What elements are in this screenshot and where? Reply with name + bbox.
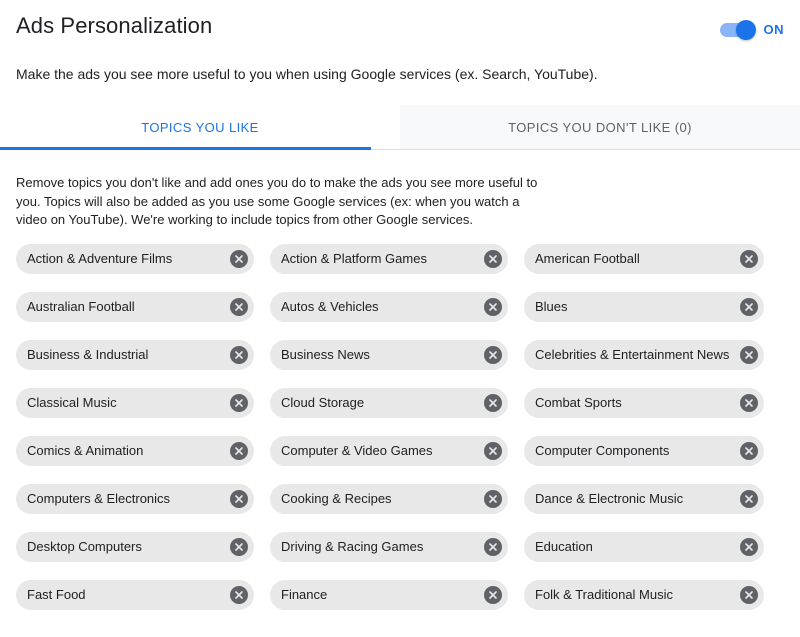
topic-chip-label: Classical Music xyxy=(27,395,117,410)
topic-chip xyxy=(524,580,764,610)
ads-personalization-toggle-group xyxy=(720,19,785,39)
topic-chip-label: Driving & Racing Games xyxy=(281,539,424,554)
topic-chip-label: Comics & Animation xyxy=(27,443,144,458)
topic-chip-label: Business & Industrial xyxy=(27,347,149,362)
remove-topic-icon[interactable] xyxy=(230,394,248,412)
topic-chip xyxy=(16,340,254,370)
topic-chip xyxy=(270,388,508,418)
remove-topic-icon[interactable] xyxy=(230,538,248,556)
topic-chip-label: Cloud Storage xyxy=(281,395,365,410)
topic-chip xyxy=(16,580,254,610)
remove-topic-icon[interactable] xyxy=(484,586,502,604)
topic-chip xyxy=(270,244,508,274)
remove-topic-icon[interactable] xyxy=(740,442,758,460)
topic-chip xyxy=(16,292,254,322)
topic-chip-label: Combat Sports xyxy=(535,395,622,410)
remove-topic-icon[interactable] xyxy=(484,346,502,364)
topic-chip xyxy=(270,532,508,562)
topic-chip-label: Autos & Vehicles xyxy=(281,299,379,314)
remove-topic-icon[interactable] xyxy=(740,250,758,268)
remove-topic-icon[interactable] xyxy=(484,538,502,556)
topic-chip xyxy=(270,580,508,610)
topics-description: Remove topics you don't like and add ones you do to make the ads you see more useful to you. Topics will also be added as you use some Google services (ex: when you watch a video on YouTube). We're working to include topics from other Google services. xyxy=(16,175,538,227)
remove-topic-icon[interactable] xyxy=(740,394,758,412)
topic-chip-label: Action & Adventure Films xyxy=(27,251,173,266)
topic-chip-label: Fast Food xyxy=(27,587,86,602)
topic-chip xyxy=(524,532,764,562)
topic-chip xyxy=(16,484,254,514)
topic-chip-grid xyxy=(16,244,784,610)
remove-topic-icon[interactable] xyxy=(230,250,248,268)
toggle-thumb xyxy=(736,20,756,40)
topic-chip xyxy=(524,244,764,274)
remove-topic-icon[interactable] xyxy=(740,586,758,604)
page-title: Ads Personalization xyxy=(16,13,213,38)
topic-chip-label: Computers & Electronics xyxy=(27,491,171,506)
topic-chip-label: Australian Football xyxy=(27,299,135,314)
topic-chip-label: Finance xyxy=(281,587,328,602)
topic-chip xyxy=(270,340,508,370)
topic-chip-label: Computer Components xyxy=(535,443,670,458)
topic-chip-label: Education xyxy=(535,539,593,554)
remove-topic-icon[interactable] xyxy=(740,538,758,556)
topic-chip xyxy=(524,292,764,322)
topic-chip-label: Desktop Computers xyxy=(27,539,142,554)
topic-chip xyxy=(524,340,764,370)
remove-topic-icon[interactable] xyxy=(230,490,248,508)
ads-personalization-toggle[interactable] xyxy=(720,19,754,39)
topic-chip-label: Action & Platform Games xyxy=(281,251,427,266)
tab-content xyxy=(0,150,800,610)
remove-topic-icon[interactable] xyxy=(740,298,758,316)
remove-topic-icon[interactable] xyxy=(230,586,248,604)
topic-chip-label: Cooking & Recipes xyxy=(281,491,392,506)
tab-topics-you-like[interactable]: TOPICS YOU LIKE xyxy=(0,105,400,149)
topics-tabs xyxy=(0,105,800,150)
topic-chip xyxy=(270,484,508,514)
remove-topic-icon[interactable] xyxy=(740,346,758,364)
topic-chip xyxy=(16,436,254,466)
remove-topic-icon[interactable] xyxy=(230,346,248,364)
remove-topic-icon[interactable] xyxy=(230,442,248,460)
topic-chip xyxy=(16,388,254,418)
remove-topic-icon[interactable] xyxy=(484,394,502,412)
remove-topic-icon[interactable] xyxy=(230,298,248,316)
topic-chip-label: Computer & Video Games xyxy=(281,443,433,458)
topic-chip xyxy=(524,436,764,466)
topic-chip xyxy=(270,292,508,322)
active-tab-indicator xyxy=(0,147,371,150)
topic-chip xyxy=(524,388,764,418)
remove-topic-icon[interactable] xyxy=(484,298,502,316)
header xyxy=(0,0,800,105)
topic-chip-label: Celebrities & Entertainment News xyxy=(535,347,730,362)
remove-topic-icon[interactable] xyxy=(484,442,502,460)
topic-chip xyxy=(524,484,764,514)
tab-topics-you-dont-like[interactable]: TOPICS YOU DON'T LIKE (0) xyxy=(508,119,692,135)
topic-chip-label: Business News xyxy=(281,347,370,362)
page-subtitle: Make the ads you see more useful to you when using Google services (ex. Search, YouTube). xyxy=(16,66,598,82)
remove-topic-icon[interactable] xyxy=(484,490,502,508)
topic-chip-label: Dance & Electronic Music xyxy=(535,491,684,506)
topic-chip-label: American Football xyxy=(535,251,640,266)
topic-chip xyxy=(16,532,254,562)
toggle-state-label: ON xyxy=(763,21,784,37)
topic-chip xyxy=(16,244,254,274)
topic-chip-label: Folk & Traditional Music xyxy=(535,587,673,602)
remove-topic-icon[interactable] xyxy=(740,490,758,508)
remove-topic-icon[interactable] xyxy=(484,250,502,268)
topic-chip xyxy=(270,436,508,466)
topic-chip-label: Blues xyxy=(535,299,568,314)
